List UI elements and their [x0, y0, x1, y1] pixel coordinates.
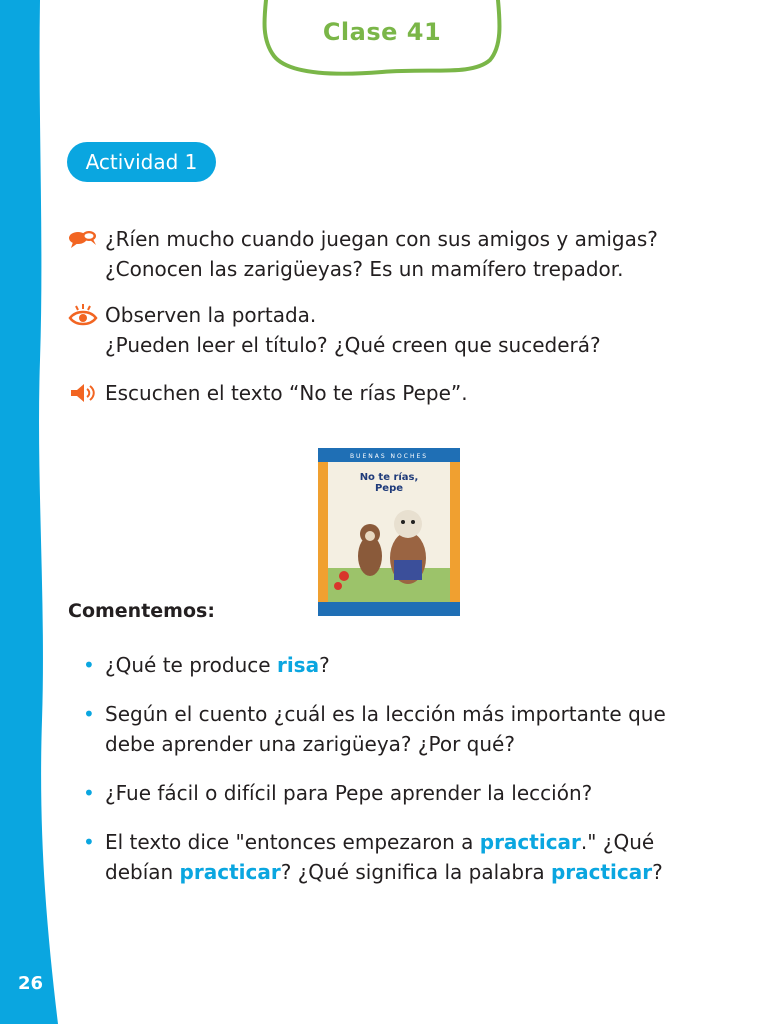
bullet-icon: • — [83, 830, 95, 854]
question-item — [83, 827, 703, 887]
book-series: BUENAS NOCHES — [349, 453, 429, 460]
instruction-listen — [68, 378, 708, 408]
book-cover-image — [318, 448, 460, 616]
question-text: ? ¿Qué significa la palabra — [280, 860, 551, 884]
question-text: ¿Fue fácil o difícil para Pepe aprender la lección? — [105, 781, 593, 805]
question-item — [83, 778, 703, 808]
question-text: ." ¿Qué — [580, 830, 655, 854]
question-text: ? — [319, 653, 330, 677]
instruction-line: Observen la portada. — [105, 303, 317, 327]
question-item — [83, 650, 703, 680]
highlighted-word: risa — [276, 653, 320, 677]
question-text: ¿Qué te produce — [105, 653, 277, 677]
instruction-observe — [68, 300, 708, 360]
question-text: ? — [652, 860, 663, 884]
book-title-line1: No te rías, — [359, 472, 419, 483]
highlighted-word: practicar — [550, 860, 653, 884]
question-text: Según el cuento ¿cuál es la lección más importante que — [105, 702, 666, 726]
speech-bubbles-icon — [68, 228, 98, 250]
lesson-title: Clase 41 — [322, 18, 442, 46]
question-text: El texto dice "entonces empezaron a — [105, 830, 480, 854]
side-band-decoration — [0, 0, 60, 1024]
question-text: debe aprender una zarigüeya? ¿Por qué? — [105, 732, 515, 756]
discussion-questions — [83, 650, 703, 906]
instruction-line: ¿Pueden leer el título? ¿Qué creen que sucederá? — [105, 333, 601, 357]
eye-icon — [68, 304, 98, 326]
bullet-icon: • — [83, 653, 95, 677]
highlighted-word: practicar — [479, 830, 581, 854]
page-number: 26 — [18, 973, 44, 994]
book-title-line2: Pepe — [374, 483, 404, 494]
bullet-icon: • — [83, 781, 95, 805]
speaker-icon — [68, 382, 98, 404]
instruction-talk — [68, 224, 708, 284]
instruction-line: ¿Conocen las zarigüeyas? Es un mamífero trepador. — [105, 257, 624, 281]
discussion-heading: Comentemos: — [68, 600, 215, 622]
bullet-icon: • — [83, 702, 95, 726]
instruction-line: Escuchen el texto “No te rías Pepe”. — [105, 381, 468, 405]
activity-label: Actividad 1 — [67, 142, 216, 182]
question-item — [83, 699, 703, 759]
highlighted-word: practicar — [179, 860, 281, 884]
instruction-line: ¿Ríen mucho cuando juegan con sus amigos y amigas? — [105, 227, 658, 251]
question-text: debían — [105, 860, 180, 884]
